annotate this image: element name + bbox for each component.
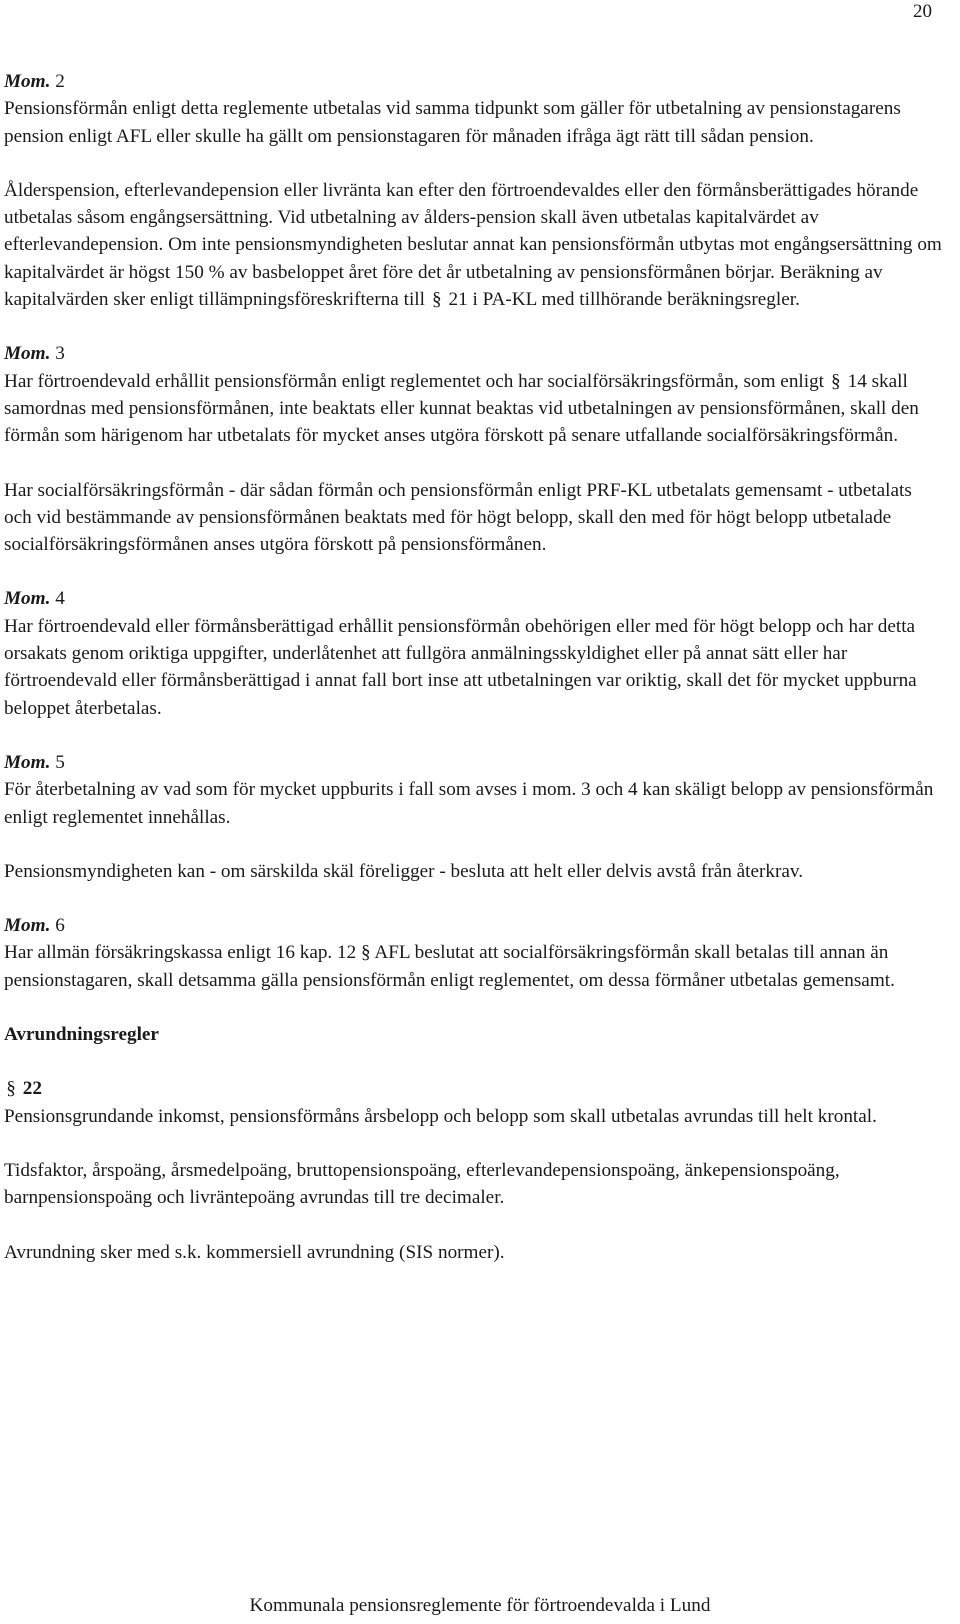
mom-5-heading-word: Mom.: [4, 751, 51, 773]
section-22-paragraph-3: Avrundning sker med s.k. kommersiell avrundning (SIS normer).: [4, 1241, 505, 1263]
section-22-heading: [4, 1075, 944, 1102]
mom-5-heading: [4, 749, 944, 776]
page-number: 20: [913, 1, 932, 22]
mom-2-heading-word: Mom.: [4, 71, 51, 92]
mom-3-heading-num: 3: [50, 343, 65, 365]
mom-6-heading-word: Mom.: [4, 915, 51, 937]
mom-2-heading: [4, 68, 944, 95]
mom-5-heading-num: 5: [50, 751, 65, 773]
mom-3-heading: [4, 340, 944, 367]
mom-4-heading: [4, 585, 944, 612]
mom-2-paragraph-2-text: Ålderspension, efterlevandepension eller livränta kan efter den förtroendevaldes eller den förmånsberättigades hörande utbetalas såsom engångsersättning. Vid utbetalning av ålders-pension skall även utbetalas kapitalvärdet av efterlevandepension. Om inte pensionsmyndigheten beslutar annat kan pensionsförmån utbytas mot engångsersättning om kapitalvärdet är högst 150 % av basbeloppet året före det år utbetalning av pensionsförmånen börjar. Beräkning av kapitalvärden sker enligt tillämpningsföreskrifterna till: [4, 179, 942, 311]
section-22-paragraph-1: Pensionsgrundande inkomst, pensionsförmåns årsbelopp och belopp som skall utbetalas avrundas till helt krontal.: [4, 1105, 877, 1127]
mom-6-paragraph-1: Har allmän försäkringskassa enligt 16 kap. 12 § AFL beslutat att socialförsäkringsförmån skall betalas till annan än pensionstagaren, skall detsamma gälla pensionsförmån enligt reglementet, om dessa förmåner utbetalas gemensamt.: [4, 942, 895, 991]
mom-5-paragraph-2: Pensionsmyndigheten kan - om särskilda skäl föreligger - besluta att helt eller delvis avstå från återkrav.: [4, 860, 804, 882]
mom-3-paragraph-1-start: Har förtroendevald erhållit pensionsförmån enligt reglementet och har socialförsäkringsförmån, som enligt: [4, 370, 829, 392]
section-sign-14: §: [831, 370, 841, 392]
mom-3-paragraph-1-end: 14 skall samordnas med pensionsförmånen, inte beaktats eller kunnat beaktas vid utbetalningen av pensionsförmånen, skall den förmån som härigenom har utbetalats för mycket anses utgöra förskott på senare utfallande socialförsäkringsförmån.: [4, 370, 919, 447]
document-body: [4, 68, 944, 1293]
mom-2-paragraph-2: [4, 177, 944, 313]
section-sign-21: §: [431, 289, 442, 311]
mom-4-paragraph-1: Har förtroendevald eller förmånsberättigad erhållit pensionsförmån obehörigen eller med för högt belopp och har detta orsakats genom oriktiga uppgifter, underlåtenhet att fullgöra anmälningsskyldighet eller på annat sätt eller har förtroendevald eller förmånsberättigad i annat fall bort inse att utbetalningen var oriktig, skall det för mycket uppburna beloppet återbetalas.: [4, 615, 917, 719]
mom-2-heading-num: 2: [50, 71, 65, 92]
section-22-paragraph-2: Tidsfaktor, årspoäng, årsmedelpoäng, bruttopensionspoäng, efterlevandepensionspoäng, änkepensionspoäng, barnpensionspoäng och livräntepoäng avrundas till tre decimaler.: [4, 1159, 840, 1209]
mom-4-heading-word: Mom.: [4, 588, 51, 610]
mom-6-heading: [4, 912, 944, 939]
page-footer: Kommunala pensionsreglemente för förtroendevalda i Lund: [249, 1595, 711, 1616]
mom-2-paragraph-2-end: 21 i PA-KL med tillhörande beräkningsregler.: [443, 289, 800, 311]
mom-3-heading-word: Mom.: [4, 343, 51, 365]
section-22-num: 22: [18, 1078, 42, 1100]
mom-5-paragraph-1: För återbetalning av vad som för mycket uppburits i fall som avses i mom. 3 och 4 kan skäligt belopp av pensionsförmån enligt reglementet innehållas.: [4, 779, 934, 828]
mom-3-paragraph-1: [4, 368, 944, 450]
mom-3-paragraph-2: Har socialförsäkringsförmån - där sådan förmån och pensionsförmån enligt PRF-KL utbetalats gemensamt - utbetalats och vid bestämmande av pensionsförmånen beaktats med för högt belopp, skall den med för högt belopp utbetalade socialförsäkringsförmånen anses utgöra förskott på pensionsförmånen.: [4, 479, 912, 556]
mom-2-paragraph-1: Pensionsförmån enligt detta reglemente utbetalas vid samma tidpunkt som gäller för utbetalning av pensionstagarens pension enligt AFL eller skulle ha gällt om pensionstagaren för månaden ifråga ägt rätt till sådan pension.: [4, 98, 901, 147]
section-22-sign: §: [6, 1078, 16, 1100]
mom-4-heading-num: 4: [50, 588, 65, 610]
avrundningsregler-heading: Avrundningsregler: [4, 1024, 159, 1046]
mom-6-heading-num: 6: [50, 915, 65, 937]
